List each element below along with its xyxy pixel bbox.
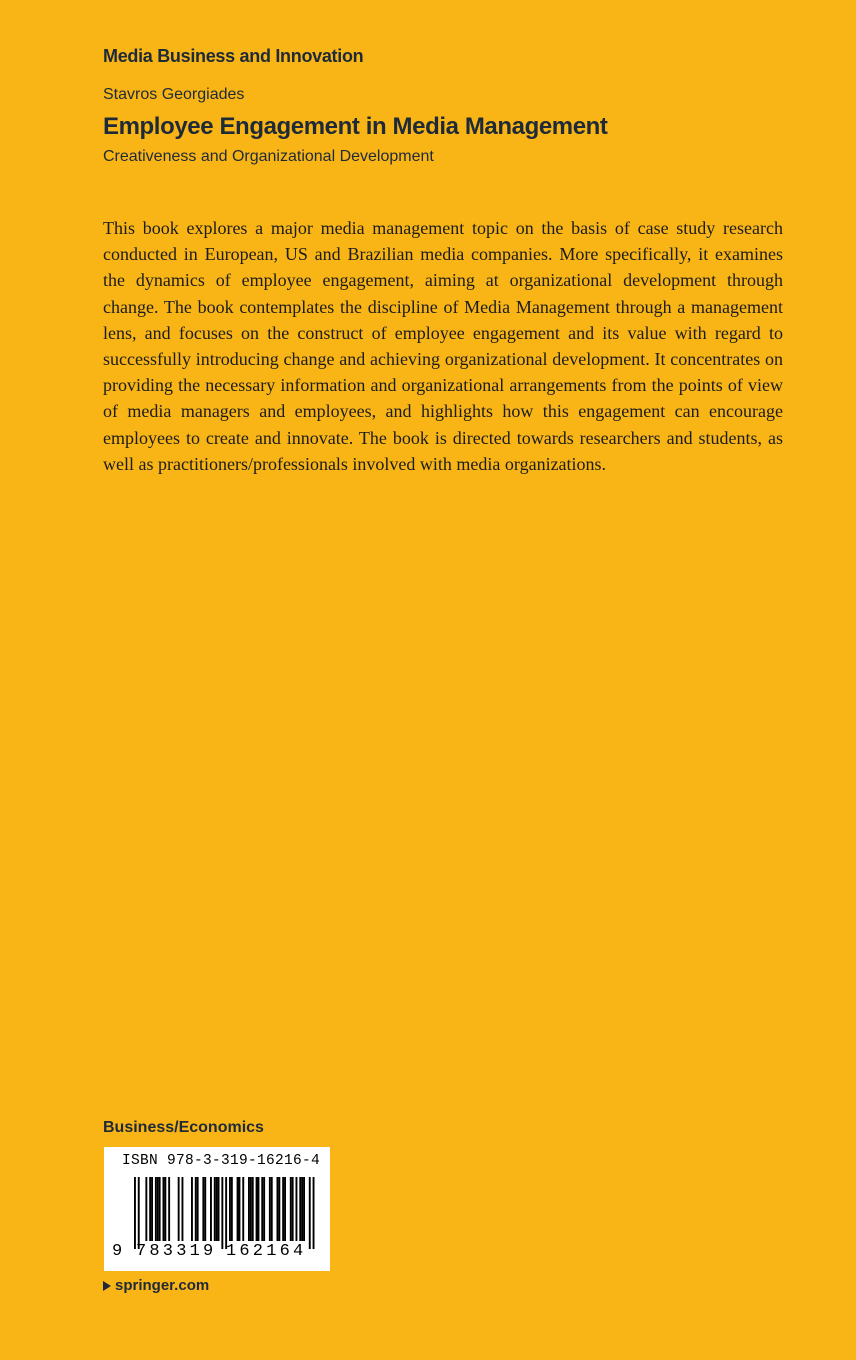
barcode-bar: [237, 1177, 239, 1241]
barcode-bar: [221, 1177, 223, 1249]
barcode-bar: [151, 1177, 153, 1241]
barcode-bar: [284, 1177, 286, 1241]
barcode-bar: [138, 1177, 140, 1249]
barcode-bar: [197, 1177, 199, 1241]
barcode-bar: [258, 1177, 260, 1241]
barcode-bar: [250, 1177, 252, 1241]
barcode-bar: [301, 1177, 303, 1241]
barcode-bar: [277, 1177, 279, 1241]
barcode-bar: [239, 1177, 241, 1241]
barcode-bar: [231, 1177, 233, 1241]
barcode-bar: [191, 1177, 193, 1241]
barcode-bar: [182, 1177, 184, 1241]
arrow-right-icon: [103, 1281, 111, 1291]
publisher-website-link[interactable]: [103, 1277, 209, 1294]
barcode-digits-right: 162164: [226, 1242, 307, 1261]
barcode-bar: [256, 1177, 258, 1241]
barcode-bar: [218, 1177, 220, 1241]
barcode-bar: [157, 1177, 159, 1241]
barcode-digit-first: 9: [112, 1242, 123, 1261]
barcode-bar: [292, 1177, 294, 1241]
barcode-bar: [242, 1177, 244, 1241]
barcode-bar: [159, 1177, 161, 1241]
barcode-bar: [252, 1177, 254, 1241]
barcode-bar: [178, 1177, 180, 1241]
barcode-bar: [204, 1177, 206, 1241]
author-name: Stavros Georgiades: [103, 86, 245, 103]
barcode-bar: [263, 1177, 265, 1241]
barcode-bar: [271, 1177, 273, 1241]
barcode-bar: [168, 1177, 170, 1241]
barcode-bar: [248, 1177, 250, 1241]
barcode-bar: [134, 1177, 136, 1249]
barcode-bar: [309, 1177, 311, 1249]
book-description: This book explores a major media management topic on the basis of case study research conducted in European, US and Brazilian media companies. More specifically, it examines the dynamics of employee engagement, aiming at organizational development through change. The book contemplates the discipline of Media Management through a management lens, and focuses on the construct of employee engagement and its value with regard to successfully introducing change and achieving organizational development. It concentrates on providing the necessary information and organizational arrangements from the points of view of media managers and employees, and highlights how this engagement can encourage employees to create and innovate. The book is directed towards researchers and students, as well as practitioners/professionals involved with media organizations.: [103, 218, 783, 474]
book-title: Employee Engagement in Media Management: [103, 113, 608, 140]
barcode-bar: [164, 1177, 166, 1241]
barcode-bar: [210, 1177, 212, 1241]
barcode-bar: [303, 1177, 305, 1241]
isbn-barcode: [104, 1147, 330, 1271]
barcode-bar: [214, 1177, 216, 1241]
barcode-bar: [225, 1177, 227, 1249]
barcode-bar: [313, 1177, 315, 1249]
barcode-bar: [299, 1177, 301, 1241]
barcode-bar: [149, 1177, 151, 1241]
isbn-label: ISBN 978-3-319-16216-4: [122, 1153, 321, 1169]
barcode-bar: [202, 1177, 204, 1241]
barcode-bar: [290, 1177, 292, 1241]
barcode-bar: [216, 1177, 218, 1241]
series-title: Media Business and Innovation: [103, 46, 364, 66]
barcode-bar: [269, 1177, 271, 1241]
barcode-bar: [163, 1177, 165, 1241]
barcode-bar: [195, 1177, 197, 1241]
barcode-bar: [229, 1177, 231, 1241]
website-label: springer.com: [115, 1277, 210, 1294]
barcode-bar: [282, 1177, 284, 1241]
barcode-bar: [278, 1177, 280, 1241]
barcode-bar: [145, 1177, 147, 1241]
barcode-bar: [155, 1177, 157, 1241]
barcode-bar: [296, 1177, 298, 1241]
barcode-digits-left: 783319: [136, 1242, 217, 1261]
barcode-bar: [261, 1177, 263, 1241]
subject-category: Business/Economics: [103, 1119, 264, 1136]
book-subtitle: Creativeness and Organizational Development: [103, 148, 434, 165]
